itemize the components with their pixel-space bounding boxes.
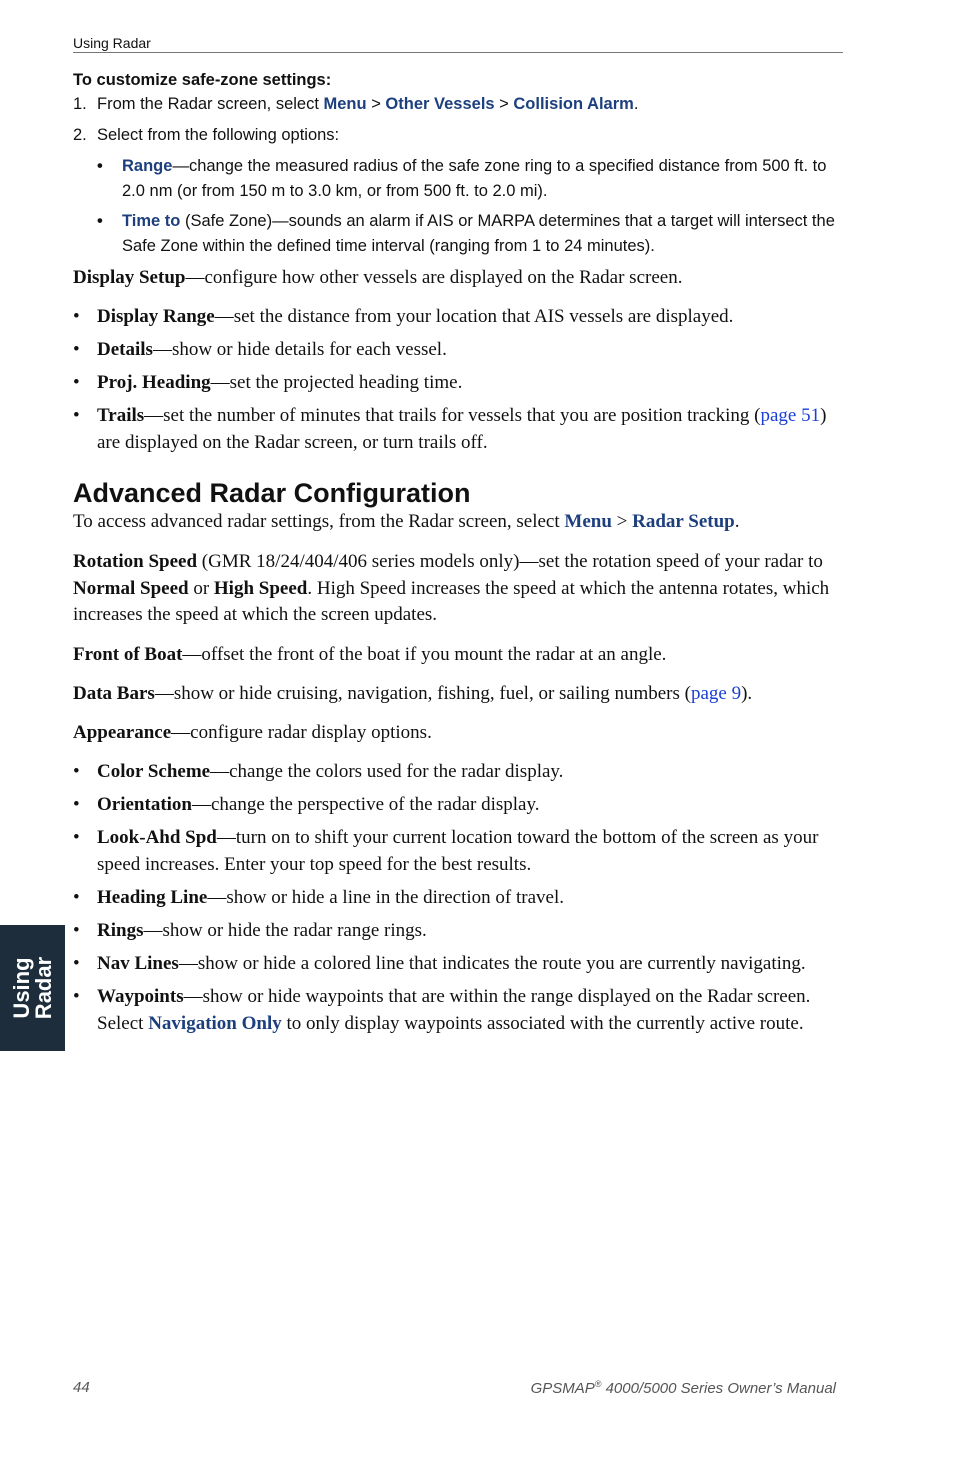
rotation-speed-paragraph [73,549,848,629]
list-item-display-range [73,304,848,331]
display-setup-paragraph [73,265,848,292]
registered-mark: ® [594,1379,602,1389]
description: —show or hide a line in the direction of travel. [207,887,565,908]
list-item-nav-lines [73,951,848,978]
description: —configure radar display options. [171,722,432,743]
procedure-title: To customize safe-zone settings: [73,71,332,89]
side-tab[interactable] [0,925,65,1051]
menu-label: Menu [323,95,367,113]
description: —show or hide waypoints that are within the range displayed on the Radar screen. Select [97,986,811,1034]
period: . [633,95,639,113]
term: Display Setup [73,267,186,288]
description: —show or hide the radar range rings. [143,920,427,941]
footer-manual-title [531,1379,836,1397]
side-tab-line-1: Using [8,957,34,1019]
bullet: • [73,372,80,393]
list-item-trails [73,403,848,456]
section-heading: Advanced Radar Configuration [73,478,471,508]
term: Color Scheme [97,761,211,782]
step-text: Select from the following options: [97,126,340,144]
description: —turn on to shift your current location toward the bottom of the screen as your speed increases. Enter your top speed for the best results. [97,827,819,875]
step-text: From the Radar screen, select [97,95,324,113]
term: Data Bars [73,683,155,704]
menu-label: Menu [564,511,612,532]
advanced-intro [73,509,848,536]
front-of-boat-paragraph [73,642,848,669]
list-item-orientation [73,792,848,819]
description: —set the number of minutes that trails for vessels that you are position tracking ( [144,405,761,426]
term: Details [97,339,153,360]
bullet: • [73,953,80,974]
bullet: • [73,920,80,941]
option-term: Range [122,157,173,175]
term: Waypoints [97,986,184,1007]
term: Rotation Speed [73,551,198,572]
term: Heading Line [97,887,208,908]
page-link[interactable]: page 51 [760,405,821,426]
bullet: • [73,405,80,426]
bullet: • [73,887,80,908]
manual-suffix: 4000/5000 Series Owner’s Manual [601,1380,836,1397]
page-link[interactable]: page 9 [690,683,742,704]
side-tab-line-2: Radar [30,956,56,1020]
description: —set the projected heading time. [210,372,463,393]
option-text: (Safe Zone)—sounds an alarm if AIS or MARPA determines that a target will intersect the Safe Zone within the defined time interval (ranging from 1 to 24 minutes). [122,212,835,255]
appearance-paragraph [73,720,848,747]
list-item-look-ahd-spd [73,825,848,878]
procedure-step-2 [73,126,339,145]
list-item-proj-heading [73,370,848,397]
description: —show or hide a colored line that indicates the route you are currently navigating. [178,953,806,974]
page-number: 44 [73,1379,90,1396]
product-name: GPSMAP [530,1380,595,1397]
option-time-to [97,209,852,259]
term: Nav Lines [97,953,179,974]
term: Rings [97,920,144,941]
list-item-rings [73,918,848,945]
bullet: • [73,986,80,1007]
bullet: • [73,339,80,360]
option-text: —change the measured radius of the safe zone ring to a specified distance from 500 ft. to 2.0 nm (or from 150 m to 3.0 km, or from 500 ft. to 2.0 mi). [122,157,827,200]
description: —change the colors used for the radar display. [210,761,564,782]
option-term: Time to [122,212,181,230]
side-tab-label [0,925,65,1051]
collision-alarm-label: Collision Alarm [513,95,634,113]
term: Orientation [97,794,192,815]
description: —set the distance from your location that AIS vessels are displayed. [214,306,734,327]
description: to only display waypoints associated with the currently active route. [281,1012,804,1034]
running-header: Using Radar [73,35,843,53]
other-vessels-label: Other Vessels [385,95,495,113]
intro-text: To access advanced radar settings, from the Radar screen, select [73,511,565,532]
step-number: 2. [73,126,87,144]
description: ) are displayed on the Radar screen, or turn trails off. [97,405,827,453]
description: —offset the front of the boat if you mount the radar at an angle. [182,644,667,665]
term: Appearance [73,722,172,743]
description: ). [741,683,753,704]
separator: > [366,95,386,113]
description: . High Speed increases the speed at which the antenna rotates, which increases the speed at which the screen updates. [73,577,830,625]
separator: > [611,511,633,532]
bullet: • [73,761,80,782]
bullet: • [73,794,80,815]
description: —show or hide cruising, navigation, fishing, fuel, or sailing numbers ( [154,683,691,704]
bullet: • [73,306,80,327]
list-item-details [73,337,848,364]
term: Display Range [97,306,215,327]
term: Trails [97,405,145,426]
description: —show or hide details for each vessel. [152,339,447,360]
bullet: • [73,827,80,848]
list-item-heading-line [73,885,848,912]
bullet: • [97,212,103,230]
period: . [734,511,740,532]
bullet: • [97,157,103,175]
term: Proj. Heading [97,372,211,393]
normal-speed-label: Normal Speed [73,577,189,599]
radar-setup-label: Radar Setup [632,511,735,532]
list-item-color-scheme [73,759,848,786]
term: Look-Ahd Spd [97,827,217,848]
navigation-only-label: Navigation Only [148,1012,282,1034]
description: (GMR 18/24/404/406 series models only)—set the rotation speed of your radar to [197,551,823,572]
list-item-waypoints [73,984,848,1037]
procedure-step-1 [73,95,638,114]
description: —change the perspective of the radar display. [192,794,540,815]
step-number: 1. [73,95,87,113]
term: Front of Boat [73,644,183,665]
description: —configure how other vessels are displayed on the Radar screen. [185,267,683,288]
separator: > [494,95,514,113]
data-bars-paragraph [73,681,848,708]
option-range [97,154,852,204]
high-speed-label: High Speed [213,577,308,599]
conjunction: or [188,577,214,599]
